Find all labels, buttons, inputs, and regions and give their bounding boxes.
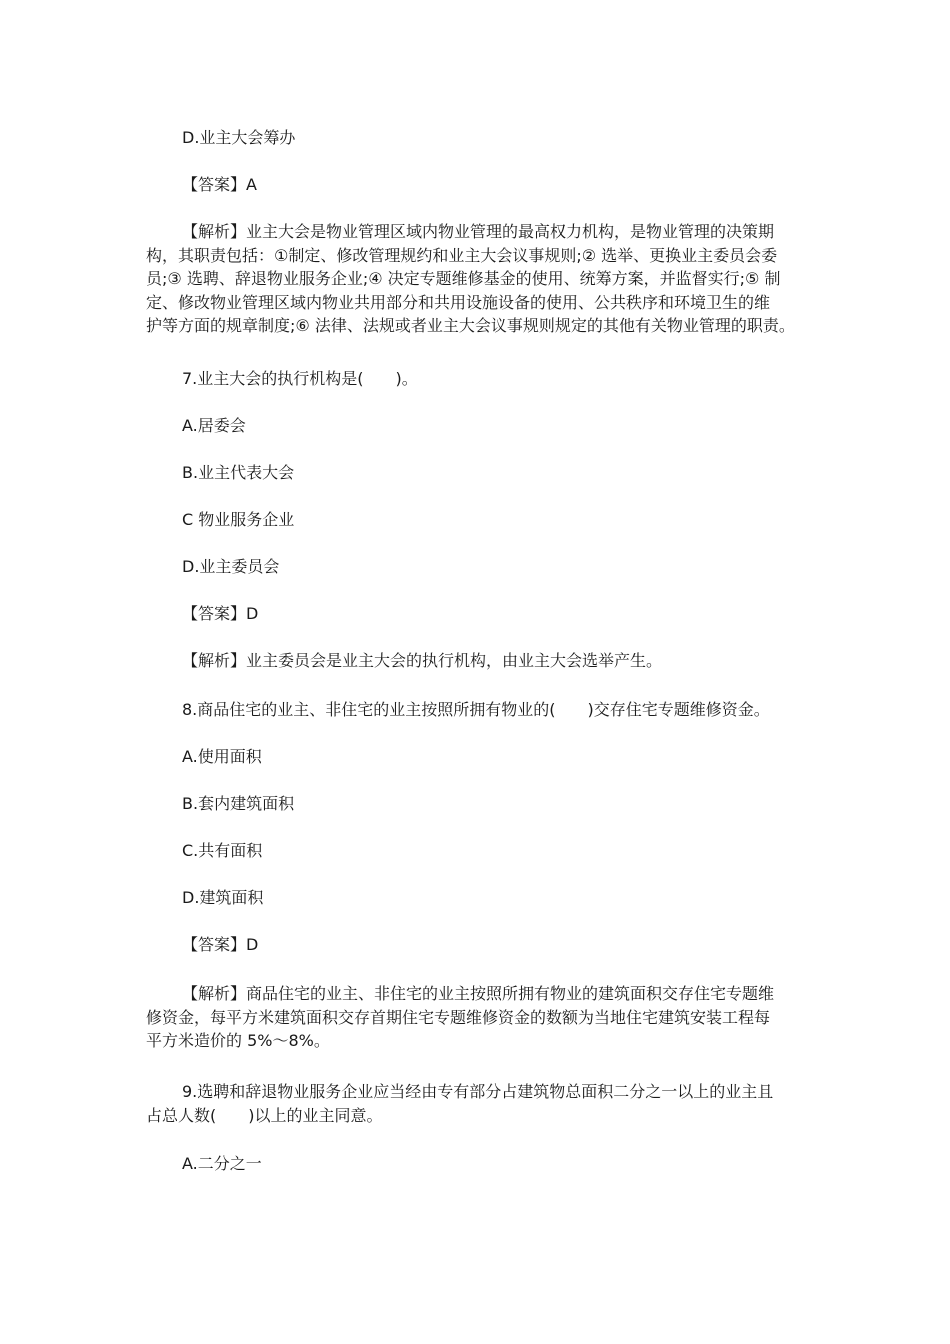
q8-option-d: D.建筑面积: [182, 888, 264, 907]
q7-question: 7.业主大会的执行机构是( )。: [182, 369, 418, 388]
q9-question-line: 占总人数( )以上的业主同意。: [146, 1105, 383, 1125]
q8-explanation: [146, 982, 816, 1053]
q7-explanation: 【解析】业主委员会是业主大会的执行机构，由业主大会选举产生。: [182, 651, 663, 670]
q8-explanation-line: 【解析】商品住宅的业主、非住宅的业主按照所拥有物业的建筑面积交存住宅专题维: [182, 984, 775, 1003]
q9-question: [146, 1080, 816, 1127]
q8-explanation-line: 平方米造价的 5%～8%。: [146, 1031, 330, 1050]
q8-explanation-line: 修资金，每平方米建筑面积交存首期住宅专题维修资金的数额为当地住宅建筑安装工程每: [146, 1007, 771, 1027]
q8-option-a: A.使用面积: [182, 747, 262, 766]
q6-explanation-line: 构，其职责包括：①制定、修改管理规约和业主大会议事规则;② 选举、更换业主委员会委: [146, 245, 778, 265]
q6-explanation-line: 【解析】业主大会是物业管理区域内物业管理的最高权力机构，是物业管理的决策期: [182, 222, 775, 241]
q7-option-b: B.业主代表大会: [182, 463, 295, 482]
q6-explanation-line: 员;③ 选聘、辞退物业服务企业;④ 决定专题维修基金的使用、统筹方案，并监督实行;⑤ 制: [146, 269, 781, 288]
q7-answer: 【答案】D: [182, 604, 259, 623]
q6-explanation-line: 定、修改物业管理区域内物业共用部分和共用设施设备的使用、公共秩序和环境卫生的维: [146, 292, 771, 312]
q7-option-c: C 物业服务企业: [182, 510, 295, 529]
q7-option-d: D.业主委员会: [182, 557, 280, 576]
q6-explanation: [146, 220, 816, 338]
q8-question: 8.商品住宅的业主、非住宅的业主按照所拥有物业的( )交存住宅专题维修资金。: [182, 700, 770, 719]
q6-option-d: D.业主大会筹办: [182, 128, 296, 147]
q8-option-c: C.共有面积: [182, 841, 263, 860]
q9-question-line: 9.选聘和辞退物业服务企业应当经由专有部分占建筑物总面积二分之一以上的业主且: [182, 1082, 774, 1101]
q7-option-a: A.居委会: [182, 416, 246, 435]
q8-answer: 【答案】D: [182, 935, 259, 954]
q6-explanation-line: 护等方面的规章制度;⑥ 法律、法规或者业主大会议事规则规定的其他有关物业管理的职责。: [146, 316, 795, 335]
q9-option-a: A.二分之一: [182, 1154, 262, 1173]
q6-answer: 【答案】A: [182, 175, 257, 194]
q8-option-b: B.套内建筑面积: [182, 794, 295, 813]
